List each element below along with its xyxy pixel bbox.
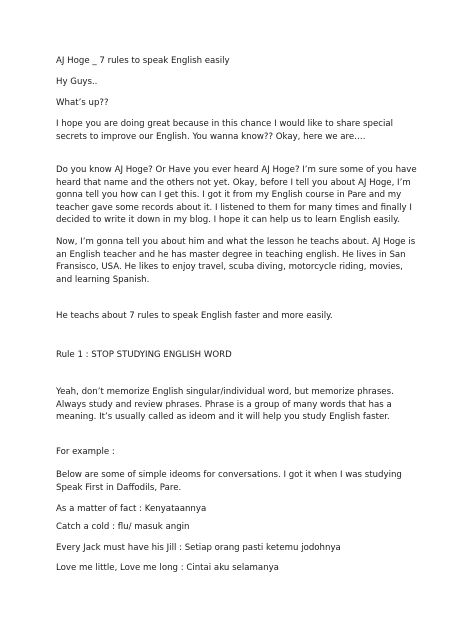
- below-paragraph: [56, 469, 428, 494]
- teachs-text: He teachs about 7 rules to speak English faster and more easily.: [56, 311, 333, 321]
- intro-paragraph: [56, 118, 428, 143]
- greeting-text: Hy Guys..: [56, 77, 98, 87]
- paragraph-line: meaning. It’s usually called as ideom and it will help you study English faster.: [56, 412, 390, 423]
- paragraph-line: Do you know AJ Hoge? Or Have you ever heard AJ Hoge? I’m sure some of you have: [56, 165, 417, 175]
- paragraph-line: Fransisco, USA. He likes to enjoy travel, scuba diving, motorcycle riding, movies,: [56, 262, 403, 273]
- document-title: AJ Hoge _ 7 rules to speak English easily: [56, 56, 230, 66]
- paragraph-line: teacher gave some records about it. I listened to them for many times and finally I: [56, 202, 412, 213]
- ideom-item: Love me little, Love me long : Cintai aku selamanya: [56, 563, 279, 573]
- about-paragraph: [56, 236, 428, 286]
- paragraph-line: gonna tell you how can I get this. I got it from my English course in Pare and my: [56, 190, 402, 201]
- paragraph-line: I hope you are doing great because in this chance I would like to share special: [56, 119, 394, 129]
- paragraph-line: Always study and review phrases. Phrase is a group of many words that has a: [56, 399, 392, 410]
- ideom-item: As a matter of fact : Kenyataannya: [56, 504, 207, 514]
- for-example-text: For example :: [56, 447, 115, 457]
- paragraph-line: Speak First in Daffodils, Pare.: [56, 482, 182, 493]
- rule-1-paragraph: [56, 386, 428, 424]
- paragraph-line: heard that name and the others not yet. Okay, before I tell you about AJ Hoge, I’m: [56, 177, 411, 188]
- know-aj-hoge-paragraph: [56, 164, 428, 227]
- paragraph-line: and learning Spanish.: [56, 274, 150, 285]
- paragraph-line: Now, I’m gonna tell you about him and what the lesson he teachs about. AJ Hoge is: [56, 237, 416, 247]
- whats-up-text: What’s up??: [56, 98, 109, 108]
- paragraph-line: decided to write it down in my blog. I hope it can help us to learn English easily.: [56, 215, 400, 226]
- paragraph-line: Yeah, don’t memorize English singular/individual word, but memorize phrases.: [56, 387, 394, 397]
- paragraph-line: Below are some of simple ideoms for conversations. I got it when I was studying: [56, 470, 402, 480]
- ideom-item: Catch a cold : flu/ masuk angin: [56, 522, 190, 532]
- paragraph-line: an English teacher and he has master degree in teaching english. He lives in San: [56, 249, 406, 260]
- rule-1-heading: Rule 1 : STOP STUDYING ENGLISH WORD: [56, 350, 232, 360]
- paragraph-line: secrets to improve our English. You wanna know?? Okay, here we are….: [56, 131, 366, 142]
- ideom-item: Every Jack must have his Jill : Setiap orang pasti ketemu jodohnya: [56, 543, 341, 553]
